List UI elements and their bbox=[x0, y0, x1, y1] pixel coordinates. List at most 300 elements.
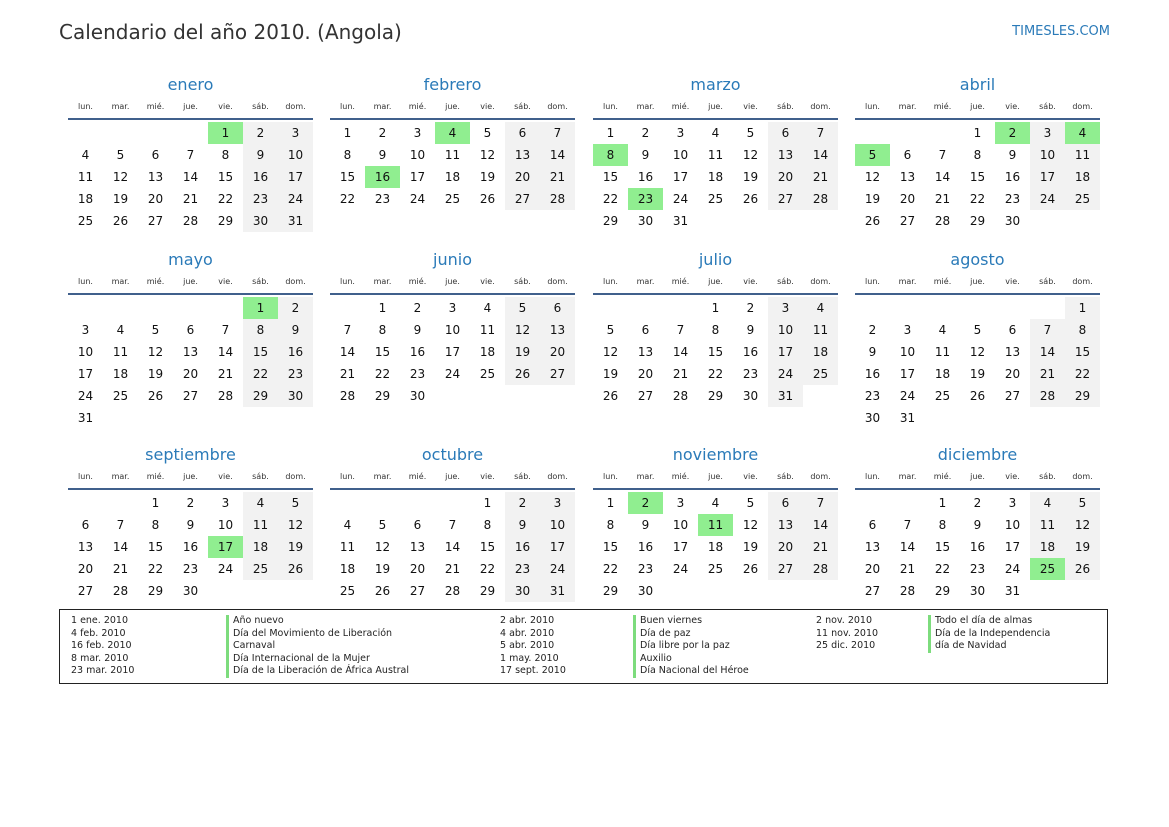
day-cell: 9 bbox=[641, 148, 650, 162]
day-cell: 1 bbox=[606, 126, 615, 140]
day-cell: 31 bbox=[672, 214, 689, 228]
page-title: Calendario del año 2010. (Angola) bbox=[59, 20, 402, 44]
holiday-name: Día de la Liberación de África Austral bbox=[226, 665, 409, 678]
day-cell: 24 bbox=[768, 363, 803, 385]
day-cell: 8 bbox=[343, 148, 352, 162]
weekday-label: vie. bbox=[743, 277, 758, 286]
day-cell: 10 bbox=[1030, 144, 1065, 166]
empty-cell bbox=[365, 492, 400, 514]
weekday-header bbox=[330, 470, 575, 490]
weekday-label: vie. bbox=[218, 472, 233, 481]
day-cell: 16 bbox=[637, 170, 654, 184]
empty-cell bbox=[698, 580, 733, 602]
day-cell: 1 bbox=[711, 301, 720, 315]
week-row bbox=[593, 341, 838, 363]
day-cell: 5 bbox=[378, 518, 387, 532]
weekday-label: sáb. bbox=[514, 472, 531, 481]
empty-cell bbox=[173, 297, 208, 319]
day-cell: 15 bbox=[707, 345, 724, 359]
week-row bbox=[68, 558, 313, 580]
day-cell: 2 bbox=[628, 492, 663, 514]
day-cell: 9 bbox=[973, 518, 982, 532]
day-cell: 1 bbox=[343, 126, 352, 140]
legend-names-col-3 bbox=[928, 615, 1050, 653]
day-cell: 31 bbox=[540, 580, 575, 602]
legend-dates-col-2 bbox=[500, 615, 566, 678]
day-cell: 21 bbox=[112, 562, 129, 576]
weekday-label: dom. bbox=[810, 277, 831, 286]
day-cell: 9 bbox=[243, 144, 278, 166]
week-row bbox=[593, 210, 838, 232]
day-cell: 31 bbox=[1004, 584, 1021, 598]
week-row bbox=[68, 210, 313, 232]
week-row bbox=[68, 166, 313, 188]
week-row bbox=[68, 580, 313, 602]
day-cell: 20 bbox=[77, 562, 94, 576]
day-cell: 21 bbox=[182, 192, 199, 206]
day-cell: 25 bbox=[243, 558, 278, 580]
weekday-label: vie. bbox=[480, 277, 495, 286]
day-cell: 8 bbox=[151, 518, 160, 532]
week-row bbox=[593, 536, 838, 558]
day-cell: 28 bbox=[540, 188, 575, 210]
day-cell: 4 bbox=[243, 492, 278, 514]
day-cell: 12 bbox=[505, 319, 540, 341]
day-cell: 26 bbox=[969, 389, 986, 403]
day-cell: 20 bbox=[1004, 367, 1021, 381]
week-row bbox=[68, 407, 313, 429]
weekday-label: jue. bbox=[183, 472, 198, 481]
day-cell: 20 bbox=[540, 341, 575, 363]
day-cell: 13 bbox=[864, 540, 881, 554]
weekday-label: jue. bbox=[445, 102, 460, 111]
day-cell: 5 bbox=[855, 144, 890, 166]
weekday-label: lun. bbox=[603, 277, 618, 286]
holiday-name: Carnaval bbox=[226, 640, 409, 653]
day-cell: 13 bbox=[147, 170, 164, 184]
day-cell: 17 bbox=[672, 170, 689, 184]
weekday-label: mié. bbox=[671, 277, 690, 286]
weekday-label: mar. bbox=[636, 277, 655, 286]
weekday-label: mar. bbox=[373, 472, 392, 481]
day-cell: 31 bbox=[278, 210, 313, 232]
day-cell: 14 bbox=[1030, 341, 1065, 363]
day-cell: 22 bbox=[147, 562, 164, 576]
day-cell: 15 bbox=[602, 540, 619, 554]
weekday-label: vie. bbox=[480, 472, 495, 481]
month-junio bbox=[330, 247, 575, 407]
day-cell: 24 bbox=[444, 367, 461, 381]
week-row bbox=[855, 144, 1100, 166]
weekday-label: lun. bbox=[865, 472, 880, 481]
day-cell: 3 bbox=[676, 496, 685, 510]
holiday-name: Día de la Independencia bbox=[928, 628, 1050, 641]
day-cell: 10 bbox=[1004, 518, 1021, 532]
weekday-header bbox=[68, 100, 313, 120]
weekday-header bbox=[68, 275, 313, 295]
holiday-date: 23 mar. 2010 bbox=[71, 665, 135, 676]
empty-cell bbox=[1065, 407, 1100, 429]
month-name: noviembre bbox=[672, 445, 759, 464]
weekday-label: dom. bbox=[1072, 472, 1093, 481]
day-cell: 23 bbox=[864, 389, 881, 403]
day-cell: 19 bbox=[742, 170, 759, 184]
day-cell: 6 bbox=[413, 518, 422, 532]
day-cell: 14 bbox=[934, 170, 951, 184]
day-cell: 4 bbox=[711, 126, 720, 140]
day-cell: 23 bbox=[969, 562, 986, 576]
day-cell: 23 bbox=[409, 367, 426, 381]
day-cell: 15 bbox=[217, 170, 234, 184]
week-row bbox=[855, 580, 1100, 602]
day-cell: 25 bbox=[707, 192, 724, 206]
day-cell: 18 bbox=[243, 536, 278, 558]
empty-cell bbox=[1030, 297, 1065, 319]
day-cell: 22 bbox=[217, 192, 234, 206]
day-cell: 14 bbox=[339, 345, 356, 359]
empty-cell bbox=[103, 122, 138, 144]
day-cell: 10 bbox=[540, 514, 575, 536]
day-cell: 29 bbox=[243, 385, 278, 407]
day-cell: 24 bbox=[672, 192, 689, 206]
day-cell: 19 bbox=[479, 170, 496, 184]
empty-cell bbox=[138, 122, 173, 144]
day-cell: 23 bbox=[1004, 192, 1021, 206]
weekday-label: dom. bbox=[547, 277, 568, 286]
week-row bbox=[330, 319, 575, 341]
day-cell: 15 bbox=[243, 341, 278, 363]
weekday-header bbox=[593, 275, 838, 295]
day-cell: 13 bbox=[77, 540, 94, 554]
empty-cell bbox=[68, 122, 103, 144]
day-cell: 17 bbox=[899, 367, 916, 381]
day-cell: 19 bbox=[1065, 536, 1100, 558]
weekday-label: vie. bbox=[480, 102, 495, 111]
day-cell: 28 bbox=[339, 389, 356, 403]
day-cell: 4 bbox=[435, 122, 470, 144]
day-cell: 26 bbox=[112, 214, 129, 228]
day-cell: 30 bbox=[969, 584, 986, 598]
day-cell: 18 bbox=[112, 367, 129, 381]
day-cell: 30 bbox=[1004, 214, 1021, 228]
weekday-label: sáb. bbox=[1039, 102, 1056, 111]
month-octubre bbox=[330, 442, 575, 602]
day-cell: 18 bbox=[803, 341, 838, 363]
day-cell: 17 bbox=[768, 341, 803, 363]
empty-cell bbox=[768, 580, 803, 602]
day-cell: 3 bbox=[448, 301, 457, 315]
holiday-name: día de Navidad bbox=[928, 640, 1050, 653]
empty-cell bbox=[330, 297, 365, 319]
day-cell: 7 bbox=[116, 518, 125, 532]
empty-cell bbox=[1030, 210, 1065, 232]
week-row bbox=[593, 363, 838, 385]
month-name: septiembre bbox=[145, 445, 236, 464]
week-row bbox=[593, 514, 838, 536]
day-cell: 11 bbox=[444, 148, 461, 162]
holiday-date: 8 mar. 2010 bbox=[71, 652, 129, 664]
weekday-label: vie. bbox=[1005, 472, 1020, 481]
day-cell: 15 bbox=[602, 170, 619, 184]
day-cell: 4 bbox=[81, 148, 90, 162]
week-row bbox=[593, 166, 838, 188]
day-cell: 13 bbox=[899, 170, 916, 184]
holiday-name: Día libre por la paz bbox=[633, 640, 749, 653]
weekday-label: jue. bbox=[445, 277, 460, 286]
day-cell: 26 bbox=[742, 192, 759, 206]
day-cell: 17 bbox=[444, 345, 461, 359]
day-cell: 11 bbox=[1065, 144, 1100, 166]
month-marzo bbox=[593, 72, 838, 232]
day-cell: 3 bbox=[676, 126, 685, 140]
day-cell: 24 bbox=[217, 562, 234, 576]
day-cell: 29 bbox=[147, 584, 164, 598]
weekday-label: dom. bbox=[1072, 102, 1093, 111]
day-cell: 27 bbox=[899, 214, 916, 228]
month-febrero bbox=[330, 72, 575, 210]
day-cell: 13 bbox=[637, 345, 654, 359]
day-cell: 25 bbox=[112, 389, 129, 403]
day-cell: 26 bbox=[742, 562, 759, 576]
empty-cell bbox=[803, 210, 838, 232]
day-cell: 9 bbox=[278, 319, 313, 341]
day-cell: 30 bbox=[409, 389, 426, 403]
day-cell: 7 bbox=[186, 148, 195, 162]
day-cell: 2 bbox=[995, 122, 1030, 144]
day-cell: 2 bbox=[868, 323, 877, 337]
day-cell: 2 bbox=[505, 492, 540, 514]
week-row bbox=[593, 144, 838, 166]
day-cell: 27 bbox=[1004, 389, 1021, 403]
weekday-label: mar. bbox=[373, 277, 392, 286]
day-cell: 24 bbox=[278, 188, 313, 210]
empty-cell bbox=[1030, 407, 1065, 429]
day-cell: 16 bbox=[365, 166, 400, 188]
week-row bbox=[330, 536, 575, 558]
day-cell: 18 bbox=[707, 170, 724, 184]
weekday-label: jue. bbox=[708, 102, 723, 111]
week-row bbox=[330, 514, 575, 536]
empty-cell bbox=[243, 580, 278, 602]
day-cell: 25 bbox=[479, 367, 496, 381]
week-row bbox=[330, 580, 575, 602]
weekday-header bbox=[330, 100, 575, 120]
day-cell: 3 bbox=[768, 297, 803, 319]
day-cell: 30 bbox=[637, 214, 654, 228]
day-cell: 26 bbox=[602, 389, 619, 403]
day-cell: 5 bbox=[483, 126, 492, 140]
month-abril bbox=[855, 72, 1100, 232]
week-row bbox=[68, 319, 313, 341]
weekday-label: sáb. bbox=[252, 277, 269, 286]
weekday-label: mar. bbox=[111, 102, 130, 111]
day-cell: 12 bbox=[969, 345, 986, 359]
day-cell: 22 bbox=[602, 562, 619, 576]
day-cell: 19 bbox=[374, 562, 391, 576]
day-cell: 23 bbox=[742, 367, 759, 381]
day-cell: 16 bbox=[278, 341, 313, 363]
weekday-label: dom. bbox=[285, 102, 306, 111]
day-cell: 6 bbox=[768, 492, 803, 514]
empty-cell bbox=[995, 407, 1030, 429]
day-cell: 2 bbox=[378, 126, 387, 140]
month-name: abril bbox=[959, 75, 996, 94]
empty-cell bbox=[593, 297, 628, 319]
weekday-label: mié. bbox=[933, 472, 952, 481]
day-cell: 18 bbox=[77, 192, 94, 206]
day-cell: 1 bbox=[483, 496, 492, 510]
day-cell: 2 bbox=[186, 496, 195, 510]
day-cell: 17 bbox=[208, 536, 243, 558]
empty-cell bbox=[435, 385, 470, 407]
week-row bbox=[330, 144, 575, 166]
day-cell: 5 bbox=[746, 126, 755, 140]
day-cell: 29 bbox=[969, 214, 986, 228]
day-cell: 27 bbox=[637, 389, 654, 403]
day-cell: 27 bbox=[768, 188, 803, 210]
weekday-label: dom. bbox=[547, 102, 568, 111]
empty-cell bbox=[435, 492, 470, 514]
day-cell: 23 bbox=[182, 562, 199, 576]
day-cell: 22 bbox=[339, 192, 356, 206]
empty-cell bbox=[628, 297, 663, 319]
day-cell: 30 bbox=[637, 584, 654, 598]
empty-cell bbox=[1065, 210, 1100, 232]
day-cell: 16 bbox=[637, 540, 654, 554]
week-row bbox=[68, 122, 313, 144]
week-row bbox=[593, 122, 838, 144]
day-cell: 28 bbox=[803, 558, 838, 580]
weekday-label: lun. bbox=[78, 102, 93, 111]
day-cell: 26 bbox=[864, 214, 881, 228]
day-cell: 14 bbox=[540, 144, 575, 166]
day-cell: 14 bbox=[182, 170, 199, 184]
site-link[interactable]: TIMESLES.COM bbox=[1012, 24, 1110, 39]
weekday-header bbox=[855, 470, 1100, 490]
month-diciembre bbox=[855, 442, 1100, 602]
empty-cell bbox=[208, 580, 243, 602]
weekday-label: lun. bbox=[865, 102, 880, 111]
day-cell: 1 bbox=[606, 496, 615, 510]
day-cell: 7 bbox=[903, 518, 912, 532]
day-cell: 1 bbox=[938, 496, 947, 510]
empty-cell bbox=[803, 385, 838, 407]
week-row bbox=[593, 297, 838, 319]
weekday-label: mié. bbox=[408, 472, 427, 481]
day-cell: 19 bbox=[147, 367, 164, 381]
day-cell: 29 bbox=[374, 389, 391, 403]
week-row bbox=[593, 319, 838, 341]
week-row bbox=[68, 144, 313, 166]
day-cell: 12 bbox=[742, 148, 759, 162]
day-cell: 16 bbox=[969, 540, 986, 554]
day-cell: 10 bbox=[672, 148, 689, 162]
empty-cell bbox=[698, 210, 733, 232]
weekday-label: jue. bbox=[183, 102, 198, 111]
weekday-label: mié. bbox=[146, 277, 165, 286]
day-cell: 7 bbox=[448, 518, 457, 532]
weekday-label: lun. bbox=[78, 277, 93, 286]
day-cell: 16 bbox=[243, 166, 278, 188]
day-cell: 10 bbox=[278, 144, 313, 166]
weekday-label: jue. bbox=[970, 277, 985, 286]
day-cell: 24 bbox=[77, 389, 94, 403]
weekday-header bbox=[330, 275, 575, 295]
empty-cell bbox=[925, 122, 960, 144]
week-row bbox=[330, 166, 575, 188]
day-cell: 27 bbox=[77, 584, 94, 598]
empty-cell bbox=[995, 297, 1030, 319]
weekday-label: mié. bbox=[933, 102, 952, 111]
day-cell: 12 bbox=[864, 170, 881, 184]
day-cell: 8 bbox=[606, 518, 615, 532]
weekday-label: mar. bbox=[636, 472, 655, 481]
weekday-label: sáb. bbox=[252, 102, 269, 111]
weekday-label: vie. bbox=[218, 277, 233, 286]
day-cell: 16 bbox=[409, 345, 426, 359]
day-cell: 2 bbox=[973, 496, 982, 510]
day-cell: 20 bbox=[768, 166, 803, 188]
empty-cell bbox=[1065, 580, 1100, 602]
week-row bbox=[68, 536, 313, 558]
day-cell: 3 bbox=[1008, 496, 1017, 510]
day-cell: 25 bbox=[803, 363, 838, 385]
day-cell: 18 bbox=[339, 562, 356, 576]
day-cell: 22 bbox=[969, 192, 986, 206]
day-cell: 11 bbox=[77, 170, 94, 184]
holiday-name: Día de paz bbox=[633, 628, 749, 641]
day-cell: 7 bbox=[938, 148, 947, 162]
day-cell: 29 bbox=[217, 214, 234, 228]
day-cell: 19 bbox=[505, 341, 540, 363]
day-cell: 13 bbox=[540, 319, 575, 341]
weekday-label: vie. bbox=[743, 472, 758, 481]
day-cell: 28 bbox=[182, 214, 199, 228]
day-cell: 23 bbox=[505, 558, 540, 580]
day-cell: 2 bbox=[641, 126, 650, 140]
day-cell: 2 bbox=[278, 297, 313, 319]
week-row bbox=[593, 385, 838, 407]
day-cell: 29 bbox=[934, 584, 951, 598]
week-row bbox=[330, 363, 575, 385]
week-row bbox=[68, 492, 313, 514]
day-cell: 21 bbox=[803, 536, 838, 558]
weekday-label: dom. bbox=[547, 472, 568, 481]
weekday-label: dom. bbox=[1072, 277, 1093, 286]
empty-cell bbox=[855, 297, 890, 319]
month-name: enero bbox=[167, 75, 214, 94]
day-cell: 24 bbox=[540, 558, 575, 580]
day-cell: 3 bbox=[221, 496, 230, 510]
weekday-label: mié. bbox=[146, 472, 165, 481]
weekday-label: vie. bbox=[743, 102, 758, 111]
day-cell: 8 bbox=[1065, 319, 1100, 341]
day-cell: 7 bbox=[676, 323, 685, 337]
weekday-label: mié. bbox=[408, 277, 427, 286]
day-cell: 9 bbox=[641, 518, 650, 532]
weekday-label: sáb. bbox=[252, 472, 269, 481]
day-cell: 28 bbox=[444, 584, 461, 598]
day-cell: 7 bbox=[803, 122, 838, 144]
week-row bbox=[855, 319, 1100, 341]
day-cell: 13 bbox=[1004, 345, 1021, 359]
day-cell: 21 bbox=[672, 367, 689, 381]
day-cell: 15 bbox=[147, 540, 164, 554]
day-cell: 21 bbox=[1030, 363, 1065, 385]
day-cell: 7 bbox=[540, 122, 575, 144]
day-cell: 15 bbox=[374, 345, 391, 359]
day-cell: 13 bbox=[768, 144, 803, 166]
